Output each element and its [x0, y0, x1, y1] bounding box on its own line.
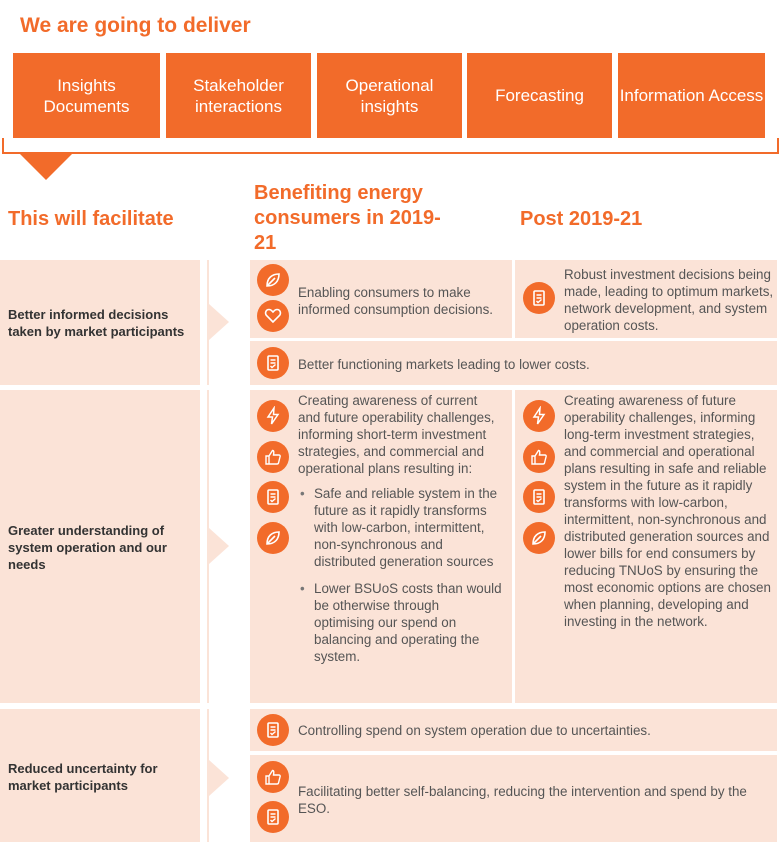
document-icon [257, 801, 289, 833]
thumbs-up-icon [257, 441, 289, 473]
row2-benefit-block [298, 392, 503, 675]
row3-line2-text: Facilitating better self-balancing, reducing the intervention and spend by the ESO. [298, 784, 747, 816]
deliverable-information-access: Information Access [618, 53, 765, 138]
row3-chevron [209, 760, 229, 796]
document-icon [257, 481, 289, 513]
row3-label: Reduced uncertainty for market participants [8, 761, 158, 793]
lightning-icon [257, 400, 289, 432]
row2-bullet-safe-reliable: • Safe and reliable system in the future as it rapidly transforms with low-carbon, intermittent, non-synchronous and distributed generation sources [314, 485, 503, 570]
heart-icon [257, 300, 289, 332]
header-facilitate: This will facilitate [8, 208, 174, 230]
document-icon [523, 282, 555, 314]
down-arrow [18, 152, 74, 180]
document-icon [257, 714, 289, 746]
row2-chevron [209, 528, 229, 564]
row1-benefit-text: Enabling consumers to make informed consumption decisions. [298, 285, 494, 317]
header-benefit: Benefiting energy consumers in 2019-21 [254, 182, 441, 254]
header-post: Post 2019-21 [520, 208, 643, 230]
leaf-icon [257, 522, 289, 554]
row2-benefit-intro: Creating awareness of current and future operability challenges, informing short-term investment strategies, and commercial and operational plans resulting in: [298, 393, 495, 476]
lightning-icon [523, 400, 555, 432]
leaf-icon [523, 522, 555, 554]
thumbs-up-icon [257, 761, 289, 793]
deliverable-operational-insights: Operational insights [317, 53, 462, 138]
row2-post-text: Creating awareness of future operability challenges, informing long-term investment strategies, and commercial and operational plans resulting in safe and reliable system in the future as it rapidly transforms with low-carbon, intermittent, non-synchronous and distributed generation sources and lower bills for end consumers by reducing TNUoS by ensuring the most economic options are chosen when planning, developing and investing in the network. [564, 393, 771, 629]
document-icon [523, 481, 555, 513]
row1-label: Better informed decisions taken by market participants [8, 307, 185, 339]
page-title: We are going to deliver [20, 14, 251, 37]
row1-shared-text: Better functioning markets leading to lower costs. [298, 357, 590, 372]
row2-bullet-lower-bsuos: • Lower BSUoS costs than would be otherwise through optimising our spend on balancing and operating the system. [314, 580, 503, 665]
deliverable-forecasting: Forecasting [467, 53, 612, 138]
document-icon [257, 347, 289, 379]
deliverable-stakeholder-interactions: Stakeholder interactions [166, 53, 311, 138]
row3-line1-text: Controlling spend on system operation due to uncertainties. [298, 723, 651, 738]
leaf-icon [257, 264, 289, 296]
deliverable-insights-documents: Insights Documents [13, 53, 160, 138]
row1-post-text: Robust investment decisions being made, leading to optimum markets, network development, and system operation costs. [564, 267, 774, 333]
deliver-bracket [2, 138, 779, 154]
thumbs-up-icon [523, 441, 555, 473]
row2-label: Greater understanding of system operation and our needs [8, 523, 167, 572]
row1-chevron [209, 304, 229, 340]
